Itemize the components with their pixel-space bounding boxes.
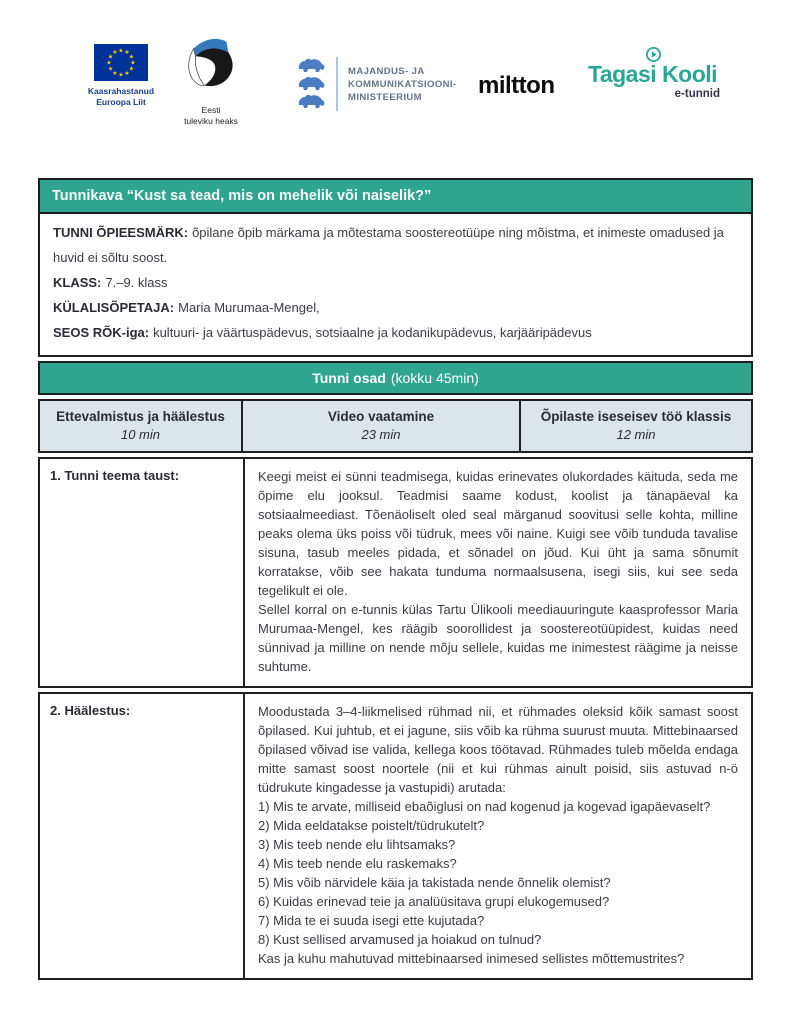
info-class-label: KLASS: bbox=[53, 275, 102, 290]
svg-text:★: ★ bbox=[118, 47, 124, 55]
miltton-wordmark: miltton bbox=[478, 72, 555, 99]
svg-text:★: ★ bbox=[130, 59, 136, 67]
section-bar-subtitle: (kokku 45min) bbox=[390, 370, 479, 386]
lesson-info bbox=[40, 214, 751, 355]
logo-strip bbox=[0, 0, 791, 168]
row-label: 2. Häälestus: bbox=[40, 694, 245, 978]
tagasi-kooli-wordmark: Tagasi Kooli bbox=[588, 61, 718, 87]
info-guest-teacher-label: KÜLALISÕPETAJA: bbox=[53, 300, 175, 315]
estonia-logo-line2: tuleviku heaks bbox=[184, 115, 238, 126]
svg-text:★: ★ bbox=[112, 69, 118, 77]
paragraph: Sellel korral on e-tunnis külas Tartu Ülikooli meediauuringute kaasprofessor Maria Murumaa-Mengel, kes räägib soorollidest ja soostereotüüpidest, kuidas need sünnivad ja milline on nende mõju sellele, kuidas me inimestest räägime ja neisse suhtume. bbox=[258, 602, 738, 674]
ministry-logo-divider bbox=[336, 57, 338, 111]
svg-text:★: ★ bbox=[128, 65, 135, 73]
svg-text:★: ★ bbox=[106, 59, 112, 67]
lesson-plan-document bbox=[38, 178, 753, 980]
question-list bbox=[258, 797, 738, 949]
schedule-col-duration: 10 min bbox=[120, 427, 161, 442]
schedule-col-title: Ettevalmistus ja häälestus bbox=[56, 409, 225, 424]
tagasi-kooli-subtitle: e-tunnid bbox=[674, 88, 720, 100]
info-curriculum-text: kultuuri- ja väärtuspädevus, sotsiaalne ja kodanikupädevus, karjääripädevus bbox=[153, 325, 592, 340]
svg-text:★: ★ bbox=[124, 69, 130, 77]
estonian-flag-swoosh-icon bbox=[182, 36, 240, 98]
closing-question: Kas ja kuhu mahutuvad mittebinaarsed inimesed sellistes mõttemustrites? bbox=[258, 951, 685, 966]
schedule-header-row bbox=[38, 399, 753, 453]
question-item: 5) Mis võib närvidele käia ja takistada nende õnnelik olemist? bbox=[258, 875, 611, 890]
estonia-future-logo bbox=[160, 36, 262, 126]
paragraph: Keegi meist ei sünni teadmisega, kuidas erinevates olukordades käituda, seda me õpime elu jooksul. Teadmisi saame kodust, koolist ja tänapäeval ka sotsiaalmeediast. Tõenäoliselt oled seal märganud soovitusi selle kohta, milline peaks olema üks poiss või tüdruk, mees või naine. Kuigi see võib tunduda tavalise sisuna, tasub meeles pidada, et sõnadel on jõud. Kui üht ja sama sõnumit korratakse, võib see hakata tunduma normaalsusena, isegi siis, kui see seda tegelikult ei ole. bbox=[258, 469, 738, 598]
svg-text:★: ★ bbox=[112, 49, 118, 57]
question-item: 3) Mis teeb nende elu lihtsamaks? bbox=[258, 837, 456, 852]
paragraph: Moodustada 3–4-liikmelised rühmad nii, et rühmades oleksid kõik samast soost õpilased. Kui juhtub, et ei jagune, siis võib ka rühma suurust muuta. Mittebinaarsed õpilased võivad ise valida, kellega koos töötavad. Rühmades tuleb mõelda endaga mitte samast soost noortele (nii et kui rühmas ainult poisid, siis astuvad n-ö tüdrukute kingadesse ja vastupidi) arutada: bbox=[258, 704, 738, 795]
svg-text:★: ★ bbox=[128, 53, 135, 61]
info-goal-text: õpilane õpib märkama ja mõtestama soostereotüüpe ning mõistma, et inimeste omadused ja huvid ei sõltu soost. bbox=[53, 225, 724, 265]
question-item: 7) Mida te ei suuda isegi ette kujutada? bbox=[258, 913, 485, 928]
svg-text:★: ★ bbox=[107, 53, 114, 61]
eu-flag-icon bbox=[94, 44, 148, 81]
info-curriculum-label: SEOS RÕK-iga: bbox=[53, 325, 150, 340]
miltton-logo bbox=[478, 72, 554, 100]
info-guest-teacher-text: Maria Murumaa-Mengel, bbox=[178, 300, 320, 315]
eu-cofunded-logo bbox=[84, 44, 158, 107]
ministry-logo-line1: MAJANDUS- JA bbox=[348, 65, 425, 77]
svg-text:★: ★ bbox=[118, 71, 124, 79]
ministry-logo-line3: MINISTEERIUM bbox=[348, 91, 422, 103]
row-label: 1. Tunni teema taust: bbox=[40, 459, 245, 686]
eu-logo-line2: Euroopa Liit bbox=[96, 96, 146, 107]
question-item: 4) Mis teeb nende elu raskemaks? bbox=[258, 856, 457, 871]
schedule-col-video bbox=[243, 401, 521, 451]
schedule-col-duration: 23 min bbox=[361, 427, 401, 442]
question-item: 8) Kust sellised arvamused ja hoiakud on tulnud? bbox=[258, 932, 542, 947]
section-bar-lesson-parts bbox=[38, 361, 753, 395]
info-guest-teacher bbox=[53, 295, 738, 320]
play-circle-icon bbox=[645, 46, 662, 63]
row-content bbox=[245, 694, 751, 978]
eu-logo-line1: Kaasrahastanud bbox=[87, 86, 155, 96]
info-curriculum-link bbox=[53, 320, 738, 345]
info-goal-label: TUNNI ÕPIEESMÄRK: bbox=[53, 225, 189, 240]
question-item: 6) Kuidas erinevad teie ja analüüsitava grupi elukogemused? bbox=[258, 894, 610, 909]
lesson-header-box bbox=[38, 178, 753, 357]
three-lions-icon bbox=[296, 57, 326, 111]
estonia-logo-line1: Eesti bbox=[201, 105, 221, 115]
tagasi-kooli-logo bbox=[588, 46, 722, 100]
question-item: 1) Mis te arvate, milliseid ebaõiglusi on nad kogenud ja kogevad igapäevaselt? bbox=[258, 799, 711, 814]
schedule-col-duration: 12 min bbox=[616, 427, 656, 442]
table-row-topic-background bbox=[38, 457, 753, 688]
svg-text:★: ★ bbox=[124, 49, 130, 57]
ministry-logo bbox=[296, 57, 456, 111]
question-item: 2) Mida eeldatakse poistelt/tüdrukutelt? bbox=[258, 818, 485, 833]
row-content bbox=[245, 459, 751, 686]
schedule-col-independent-work bbox=[521, 401, 751, 451]
schedule-col-preparation bbox=[40, 401, 243, 451]
info-class-text: 7.–9. klass bbox=[105, 275, 168, 290]
svg-text:★: ★ bbox=[107, 65, 114, 73]
section-bar-title: Tunni osad bbox=[312, 370, 386, 386]
table-row-warmup bbox=[38, 692, 753, 980]
ministry-logo-line2: KOMMUNIKATSIOONI- bbox=[348, 78, 457, 90]
info-class bbox=[53, 270, 738, 295]
page-title: Tunnikava “Kust sa tead, mis on mehelik või naiselik?” bbox=[40, 180, 751, 214]
info-goal bbox=[53, 220, 738, 270]
schedule-col-title: Õpilaste iseseisev töö klassis bbox=[540, 409, 732, 424]
schedule-col-title: Video vaatamine bbox=[327, 409, 435, 424]
